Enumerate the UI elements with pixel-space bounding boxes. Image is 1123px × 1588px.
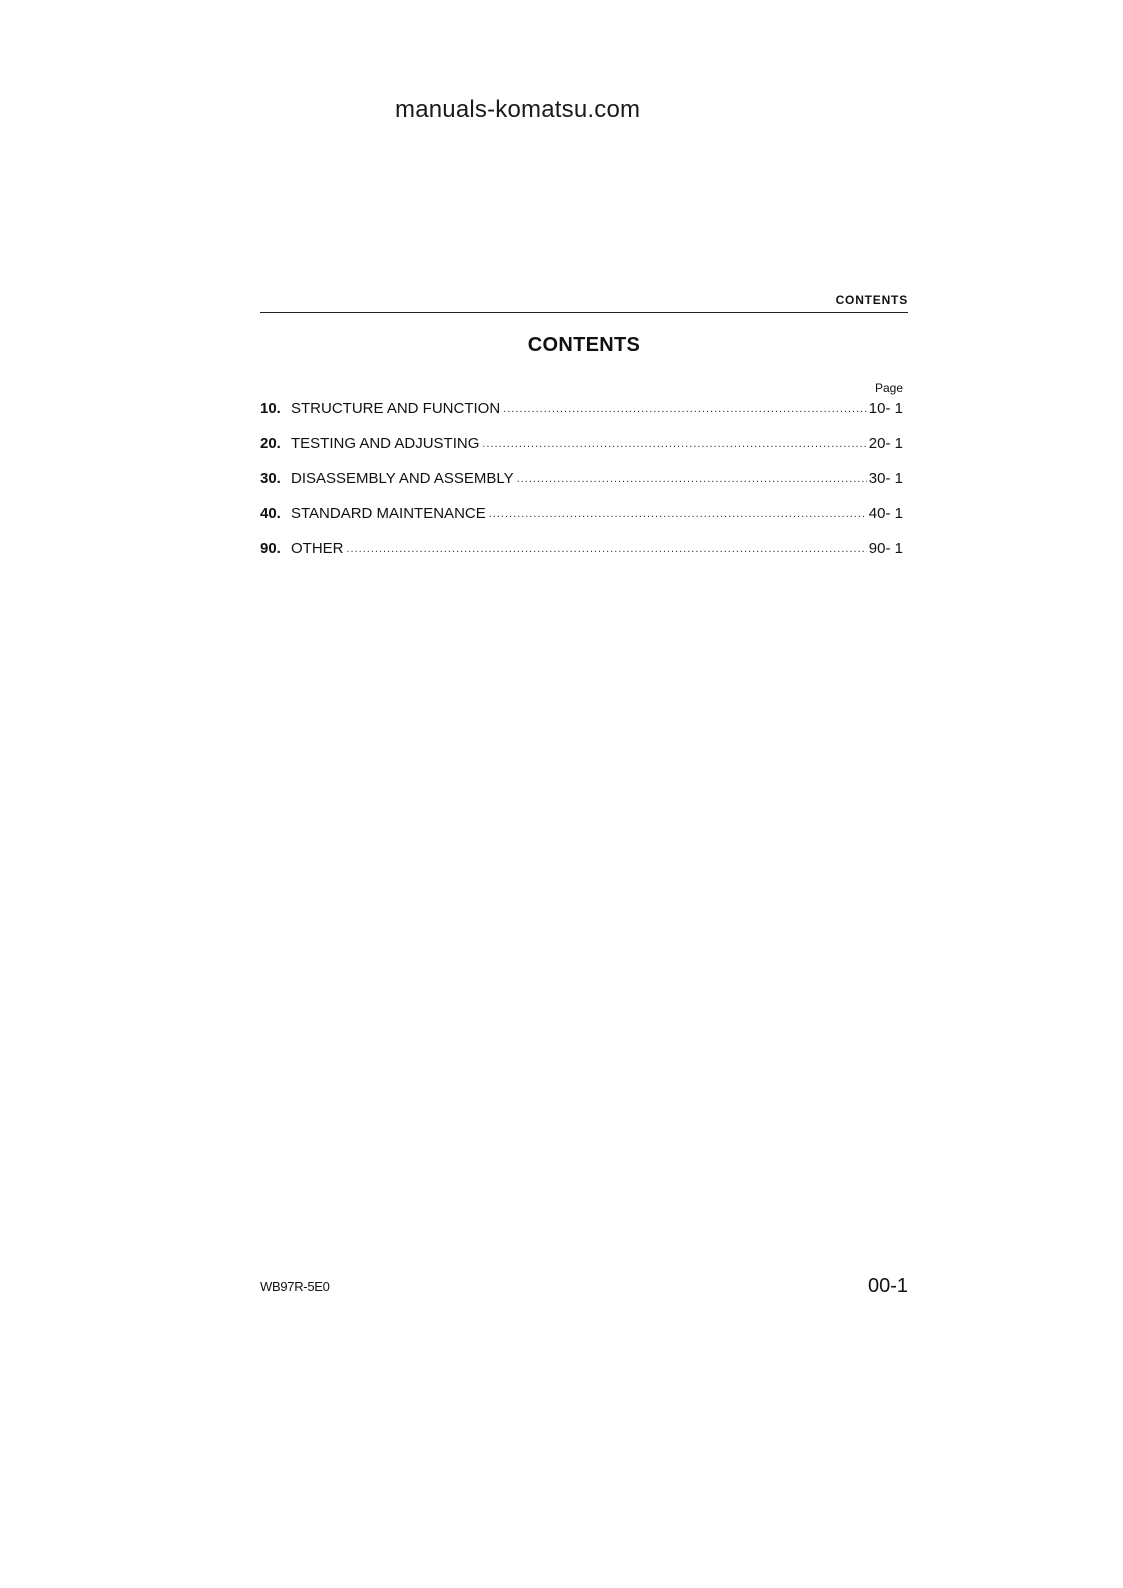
header-divider: [260, 312, 908, 313]
toc-entry-title: TESTING AND ADJUSTING: [291, 435, 480, 452]
toc-entry-title: STANDARD MAINTENANCE: [291, 505, 486, 522]
footer-page-number: 00-1: [867, 1275, 908, 1297]
page-column-label: Page: [874, 381, 903, 395]
watermark-text: manuals-komatsu.com: [395, 96, 641, 123]
toc-entry-number: 20.: [260, 435, 281, 452]
toc-entry-number: 10.: [260, 400, 281, 417]
toc-entry-10[interactable]: [260, 400, 903, 435]
toc-entry-20[interactable]: [260, 435, 903, 470]
toc-entry-90[interactable]: [260, 540, 903, 575]
toc-entry-page: 20- 1: [868, 435, 903, 452]
toc-leader-dots: [347, 543, 867, 555]
toc-entry-30[interactable]: [260, 470, 903, 505]
toc-entry-title: DISASSEMBLY AND ASSEMBLY: [291, 470, 514, 487]
toc-leader-dots: [489, 508, 867, 520]
toc-entry-number: 90.: [260, 540, 281, 557]
toc-leader-dots: [482, 438, 866, 450]
toc-entry-page: 30- 1: [868, 470, 903, 487]
toc-entry-page: 10- 1: [868, 400, 903, 417]
toc-entry-number: 40.: [260, 505, 281, 522]
toc-entry-title: OTHER: [291, 540, 344, 557]
running-header: CONTENTS: [835, 293, 908, 307]
toc-entry-40[interactable]: [260, 505, 903, 540]
page-title: CONTENTS: [527, 334, 641, 356]
toc-entry-number: 30.: [260, 470, 281, 487]
toc-entry-title: STRUCTURE AND FUNCTION: [291, 400, 501, 417]
toc-entry-page: 90- 1: [868, 540, 903, 557]
toc-leader-dots: [517, 473, 867, 485]
footer-model-code: WB97R-5E0: [260, 1279, 330, 1294]
toc-entry-page: 40- 1: [868, 505, 903, 522]
table-of-contents: [260, 400, 903, 575]
toc-leader-dots: [503, 403, 867, 415]
